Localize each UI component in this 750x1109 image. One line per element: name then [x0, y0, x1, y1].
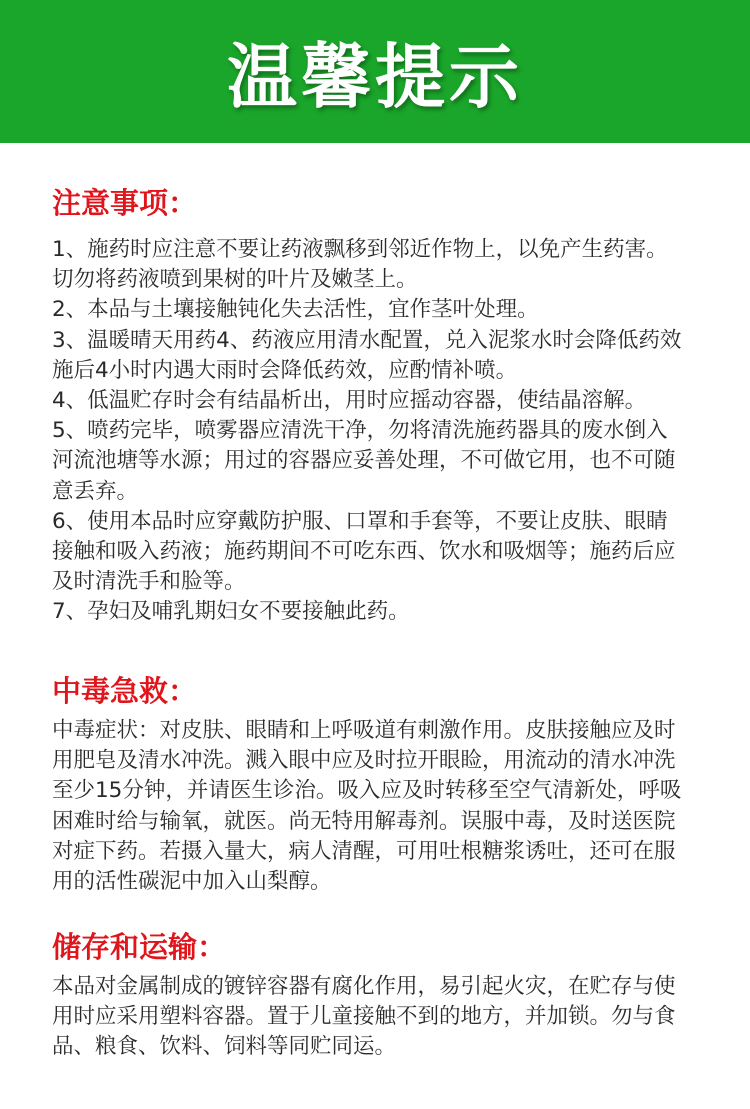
text-line: 用肥皂及清水冲洗。溅入眼中应及时拉开眼睑，用流动的清水冲洗: [52, 748, 676, 774]
text-line: 接触和吸入药液；施药期间不可吃东西、饮水和吸烟等；施药后应: [52, 539, 676, 565]
text-line: 意丢弃。: [52, 478, 139, 504]
first-aid-text: [52, 716, 712, 897]
text-line: 中毒症状：对皮肤、眼睛和上呼吸道有刺激作用。皮肤接触应及时: [52, 718, 676, 743]
storage-text: [52, 972, 712, 1063]
text-line: 7、孕妇及哺乳期妇女不要接触此药。: [52, 599, 410, 625]
text-line: 至少15分钟，并请医生诊治。吸入应及时转移至空气清新处，呼吸: [52, 778, 682, 804]
text-line: 2、本品与土壤接触钝化失去活性，宜作茎叶处理。: [52, 297, 539, 323]
text-line: 切勿将药液喷到果树的叶片及嫩茎上。: [52, 267, 418, 293]
text-line: 5、喷药完毕，喷雾器应清洗干净，勿将清洗施药器具的废水倒入: [52, 418, 668, 444]
text-line: 4、低温贮存时会有结晶析出，用时应摇动容器，使结晶溶解。: [52, 388, 647, 414]
page-title: 温馨提示: [227, 36, 523, 118]
text-line: 对症下药。若摄入量大，病人清醒，可用吐根糖浆诱吐，还可在服: [52, 838, 676, 864]
first-aid-heading: 中毒急救：: [52, 674, 198, 708]
precautions-text: [52, 235, 712, 628]
text-line: 本品对金属制成的镀锌容器有腐化作用，易引起火灾，在贮存与使: [52, 974, 676, 999]
text-line: 用的活性碳泥中加入山梨醇。: [52, 869, 332, 895]
storage-section: [52, 930, 712, 1063]
title-banner: [0, 0, 750, 143]
text-line: 困难时给与输氧，就医。尚无特用解毒剂。误服中毒，及时送医院: [52, 808, 676, 834]
text-line: 用时应采用塑料容器。置于儿童接触不到的地方，并加锁。勿与食: [52, 1004, 676, 1030]
text-line: 1、施药时应注意不要让药液飘移到邻近作物上，以免产生药害。: [52, 237, 668, 262]
text-line: 3、温暖晴天用药4、药液应用清水配置，兑入泥浆水时会降低药效: [52, 327, 682, 353]
text-line: 6、使用本品时应穿戴防护服、口罩和手套等，不要让皮肤、眼睛: [52, 508, 668, 534]
precautions-heading: 注意事项：: [52, 186, 198, 220]
text-line: 及时清洗手和脸等。: [52, 569, 246, 595]
storage-heading: 储存和运输：: [52, 930, 227, 964]
first-aid-section: [52, 674, 712, 897]
text-line: 河流池塘等水源；用过的容器应妥善处理，不可做它用，也不可随: [52, 448, 676, 474]
precautions-section: [52, 186, 712, 628]
text-line: 施后4小时内遇大雨时会降低药效，应酌情补喷。: [52, 357, 518, 383]
text-line: 品、粮食、饮料、饲料等同贮同运。: [52, 1034, 397, 1060]
